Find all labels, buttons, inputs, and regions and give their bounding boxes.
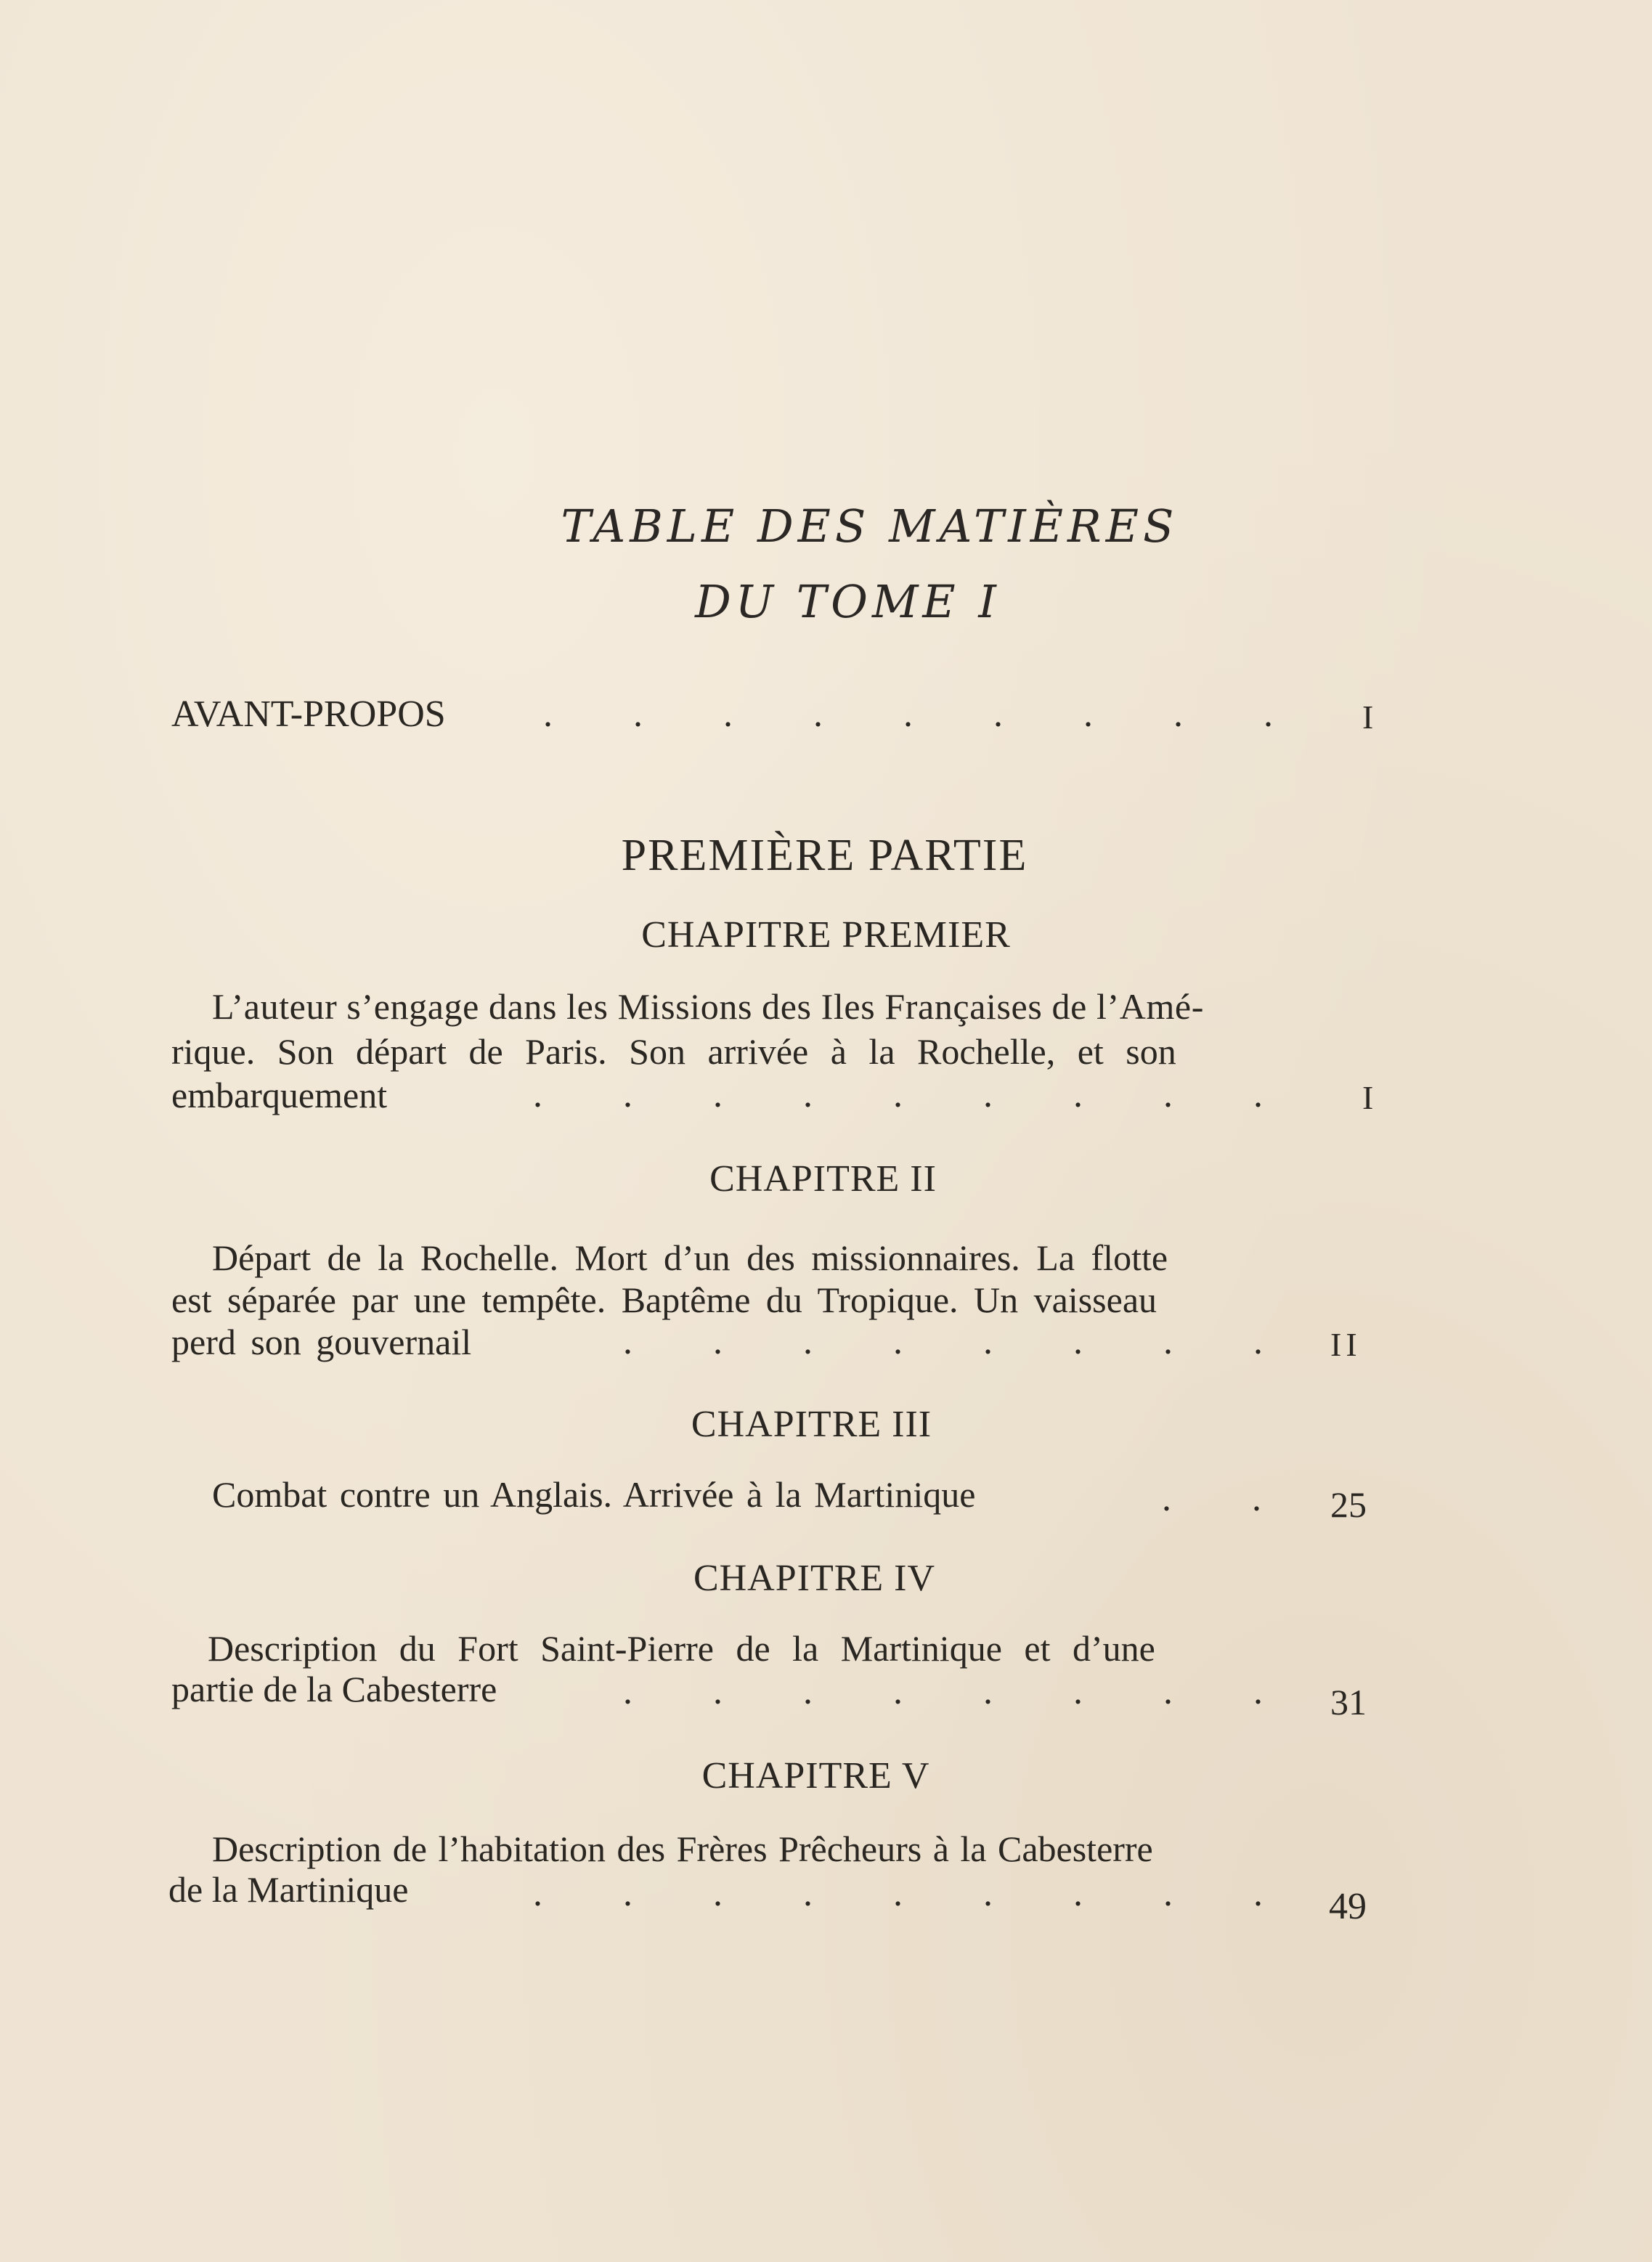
toc-subtitle: DU TOME I	[695, 575, 1001, 628]
chapter-1-page: I	[1362, 1079, 1374, 1116]
chapter-2-line-3: perd son gouvernail	[171, 1322, 472, 1362]
toc-title: TABLE DES MATIÈRES	[561, 500, 1179, 553]
avant-propos-label: AVANT-PROPOS	[171, 693, 446, 735]
chapter-2-heading: CHAPITRE II	[709, 1158, 937, 1200]
chapter-4-page: 31	[1330, 1682, 1367, 1722]
chapter-3-line-1: Combat contre un Anglais. Arrivée à la Martinique	[212, 1474, 976, 1515]
chapter-4-line-2: partie de la Cabesterre	[171, 1669, 497, 1709]
chapter-4-line-1: Description du Fort Saint-Pierre de la Martinique et d’une	[208, 1628, 1155, 1669]
part-heading: PREMIÈRE PARTIE	[621, 831, 1028, 880]
chapter-1-line-2: rique. Son départ de Paris. Son arrivée à la Rochelle, et son	[171, 1031, 1176, 1072]
chapter-5-page: 49	[1329, 1886, 1367, 1927]
avant-propos-page: I	[1362, 699, 1374, 736]
chapter-2-line-2: est séparée par une tempête. Baptême du Tropique. Un vaisseau	[171, 1280, 1157, 1320]
chapter-2-line-1: Départ de la Rochelle. Mort d’un des missionnaires. La flotte	[212, 1237, 1168, 1278]
chapter-4-leader: . . . . . . . .	[623, 1671, 1298, 1712]
chapter-1-leader: . . . . . . . . .	[533, 1074, 1298, 1115]
chapter-5-line-2: de la Martinique	[168, 1869, 409, 1910]
chapter-5-line-1: Description de l’habitation des Frères Prêcheurs à la Cabesterre	[212, 1828, 1153, 1869]
chapter-2-page: II	[1330, 1326, 1362, 1363]
chapter-1-line-1: L’auteur s’engage dans les Missions des Iles Françaises de l’Amé-	[212, 986, 1204, 1027]
chapter-1-heading: CHAPITRE PREMIER	[641, 914, 1011, 956]
chapter-1-line-3: embarquement	[171, 1075, 388, 1115]
chapter-3-leader: . .	[1162, 1478, 1297, 1519]
chapter-2-leader: . . . . . . . .	[623, 1321, 1298, 1362]
chapter-5-heading: CHAPITRE V	[701, 1755, 930, 1797]
avant-propos-leader: . . . . . . . . .	[543, 693, 1309, 735]
chapter-3-page: 25	[1330, 1484, 1367, 1525]
chapter-4-heading: CHAPITRE IV	[693, 1558, 936, 1599]
chapter-3-heading: CHAPITRE III	[691, 1404, 932, 1445]
chapter-5-leader: . . . . . . . . .	[533, 1873, 1298, 1914]
